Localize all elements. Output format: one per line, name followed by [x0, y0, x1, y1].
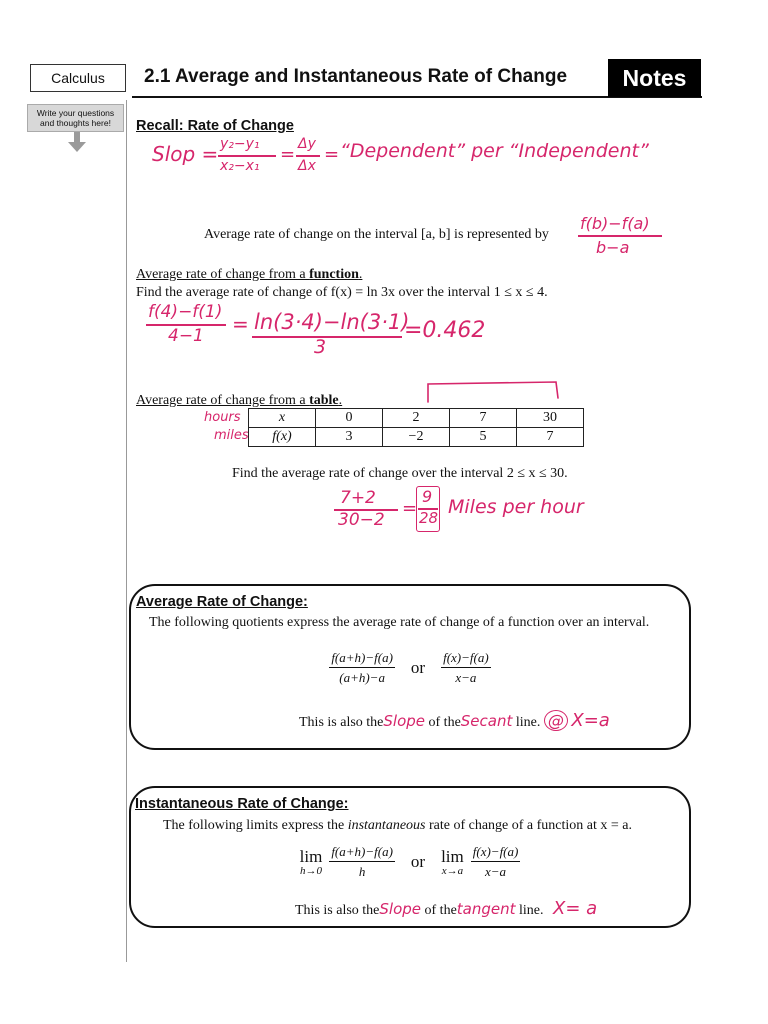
inst-sent-b: of the	[424, 903, 457, 918]
hw-fb-bar	[578, 235, 662, 237]
inst-box-formulas	[131, 844, 689, 880]
avg-or: or	[410, 658, 426, 677]
inst-quotient-1	[329, 844, 395, 880]
hw-hours-note: hours	[204, 410, 241, 425]
inst-l2-num: f(x)−f(a)	[471, 844, 521, 862]
avg-sent-a: This is also the	[299, 715, 384, 730]
table-heading-suffix: .	[338, 393, 343, 408]
hw-slope-bar	[218, 155, 276, 157]
table-cell: 7	[517, 428, 584, 447]
hw-t-den: 30−2	[338, 510, 385, 530]
inst-l2-den: x−a	[485, 864, 507, 879]
hw-bracket-mark	[424, 378, 564, 404]
hw-f-mid-den: 3	[314, 336, 327, 358]
hw-inst-note: X= a	[553, 898, 598, 919]
hw-delta-bar	[296, 155, 320, 157]
hw-t-num: 7+2	[340, 488, 376, 508]
inst-or: or	[410, 852, 426, 871]
inst-box-text	[163, 818, 632, 834]
avg-quotient-2	[441, 650, 491, 686]
inst-text-a: The following limits express the	[163, 818, 348, 833]
inst-sent-a: This is also the	[295, 903, 380, 918]
table-prompt: Find the average rate of change over the interval 2 ≤ x ≤ 30.	[232, 466, 568, 481]
hw-slope-den: x₂−x₁	[220, 158, 260, 174]
avg-interval-text: Average rate of change on the interval [a, b] is represented by	[204, 227, 549, 242]
inst-lim1-word: lim	[299, 847, 323, 866]
table-heading-prefix: Average rate of change from a	[136, 393, 310, 408]
inst-text-ital: instantaneous	[347, 818, 426, 833]
hw-avg-blank1: Slope	[383, 712, 426, 730]
hw-delta-den: Δx	[298, 158, 316, 174]
hw-dependent-phrase: “Dependent” per “Independent”	[340, 140, 649, 162]
hw-fb-fraction	[578, 210, 668, 260]
avg-sent-b: of the	[428, 715, 461, 730]
page-title: 2.1 Average and Instantaneous Rate of Change	[144, 66, 568, 87]
hw-fb-num: f(b)−f(a)	[580, 214, 650, 233]
function-handwritten	[146, 300, 566, 360]
margin-hint-line2: and thoughts here!	[40, 118, 111, 128]
inst-lim1-sub: h→0	[299, 865, 322, 877]
table-cell: 2	[383, 409, 450, 428]
table-row	[249, 409, 584, 428]
inst-lim-2	[441, 847, 464, 877]
inst-box-sentence	[295, 898, 597, 919]
inst-lim2-sub: x→a	[441, 865, 464, 877]
avg-box-heading: Average Rate of Change:	[136, 594, 308, 610]
table-handwritten	[334, 486, 634, 534]
function-heading-bold: function	[309, 267, 359, 282]
inst-text-b: rate of change of a function at x = a.	[425, 818, 633, 833]
hw-eq1: =	[280, 144, 296, 165]
avg-rate-box	[129, 584, 691, 750]
table-cell: f(x)	[249, 428, 316, 447]
inst-l1-den: h	[358, 864, 366, 879]
avg-box-sentence	[299, 710, 610, 731]
hw-fb-den: b−a	[596, 238, 630, 257]
margin-hint-line1: Write your questions	[36, 108, 115, 118]
avg-sent-c: line.	[515, 715, 541, 730]
hw-avg-note: X=a	[571, 710, 610, 731]
inst-lim-1	[300, 847, 323, 877]
hw-slope-num: y₂−y₁	[220, 136, 260, 152]
table-cell: −2	[383, 428, 450, 447]
values-table	[248, 408, 584, 447]
hw-inst-blank1: Slope	[379, 900, 422, 918]
table-cell: x	[249, 409, 316, 428]
hw-delta-num: Δy	[298, 136, 316, 152]
hw-eq2: =	[324, 144, 340, 165]
avg-q2-num: f(x)−f(a)	[441, 650, 491, 668]
course-label: Calculus	[30, 64, 126, 92]
hw-f-lhs-num: f(4)−f(1)	[148, 302, 223, 322]
function-prompt: Find the average rate of change of f(x) = ln 3x over the interval 1 ≤ x ≤ 4.	[136, 285, 548, 300]
notes-tab: Notes	[608, 59, 701, 97]
table-row	[249, 428, 584, 447]
inst-box-heading: Instantaneous Rate of Change:	[135, 796, 349, 812]
table-cell: 3	[316, 428, 383, 447]
hw-t-boxed-den: 28	[419, 509, 439, 527]
hw-inst-blank2: tangent	[456, 900, 516, 918]
hw-avg-at: @	[544, 710, 568, 731]
slope-handwritten	[150, 136, 710, 180]
avg-box-formulas	[131, 650, 689, 686]
hw-t-eq: =	[402, 498, 418, 519]
avg-q1-num: f(a+h)−f(a)	[329, 650, 395, 668]
avg-box-text: The following quotients express the average rate of change of a function over an interval.	[149, 615, 650, 630]
margin-hint	[27, 104, 124, 132]
avg-quotient-1	[329, 650, 395, 686]
hw-slope-word: Slop =	[152, 142, 219, 166]
hw-avg-blank2: Secant	[460, 712, 513, 730]
table-cell: 0	[316, 409, 383, 428]
function-heading-suffix: .	[358, 267, 363, 282]
hw-miles-note: miles	[214, 428, 249, 443]
hw-f-eq: =	[232, 312, 249, 336]
inst-lim2-word: lim	[441, 847, 464, 866]
inst-sent-c: line.	[519, 903, 544, 918]
inst-l1-num: f(a+h)−f(a)	[329, 844, 395, 862]
table-cell: 7	[450, 409, 517, 428]
function-heading	[136, 267, 362, 283]
hw-f-mid-bar	[252, 336, 402, 338]
table-cell: 30	[517, 409, 584, 428]
hw-t-unit: Miles per hour	[448, 496, 584, 518]
margin-divider	[126, 100, 127, 962]
recall-heading: Recall: Rate of Change	[136, 118, 294, 134]
inst-rate-box	[129, 786, 691, 928]
hw-f-result: =0.462	[404, 318, 486, 343]
table-heading	[136, 393, 342, 409]
down-arrow-icon	[66, 132, 88, 154]
table-heading-bold: table	[309, 393, 339, 408]
function-heading-prefix: Average rate of change from a	[136, 267, 310, 282]
inst-quotient-2	[471, 844, 521, 880]
hw-f-lhs-den: 4−1	[168, 326, 204, 346]
avg-q1-den: (a+h)−a	[339, 670, 385, 685]
avg-q2-den: x−a	[455, 670, 477, 685]
hw-t-boxed-num: 9	[422, 487, 433, 506]
table-cell: 5	[450, 428, 517, 447]
hw-f-mid-num: ln(3·4)−ln(3·1)	[254, 310, 410, 334]
